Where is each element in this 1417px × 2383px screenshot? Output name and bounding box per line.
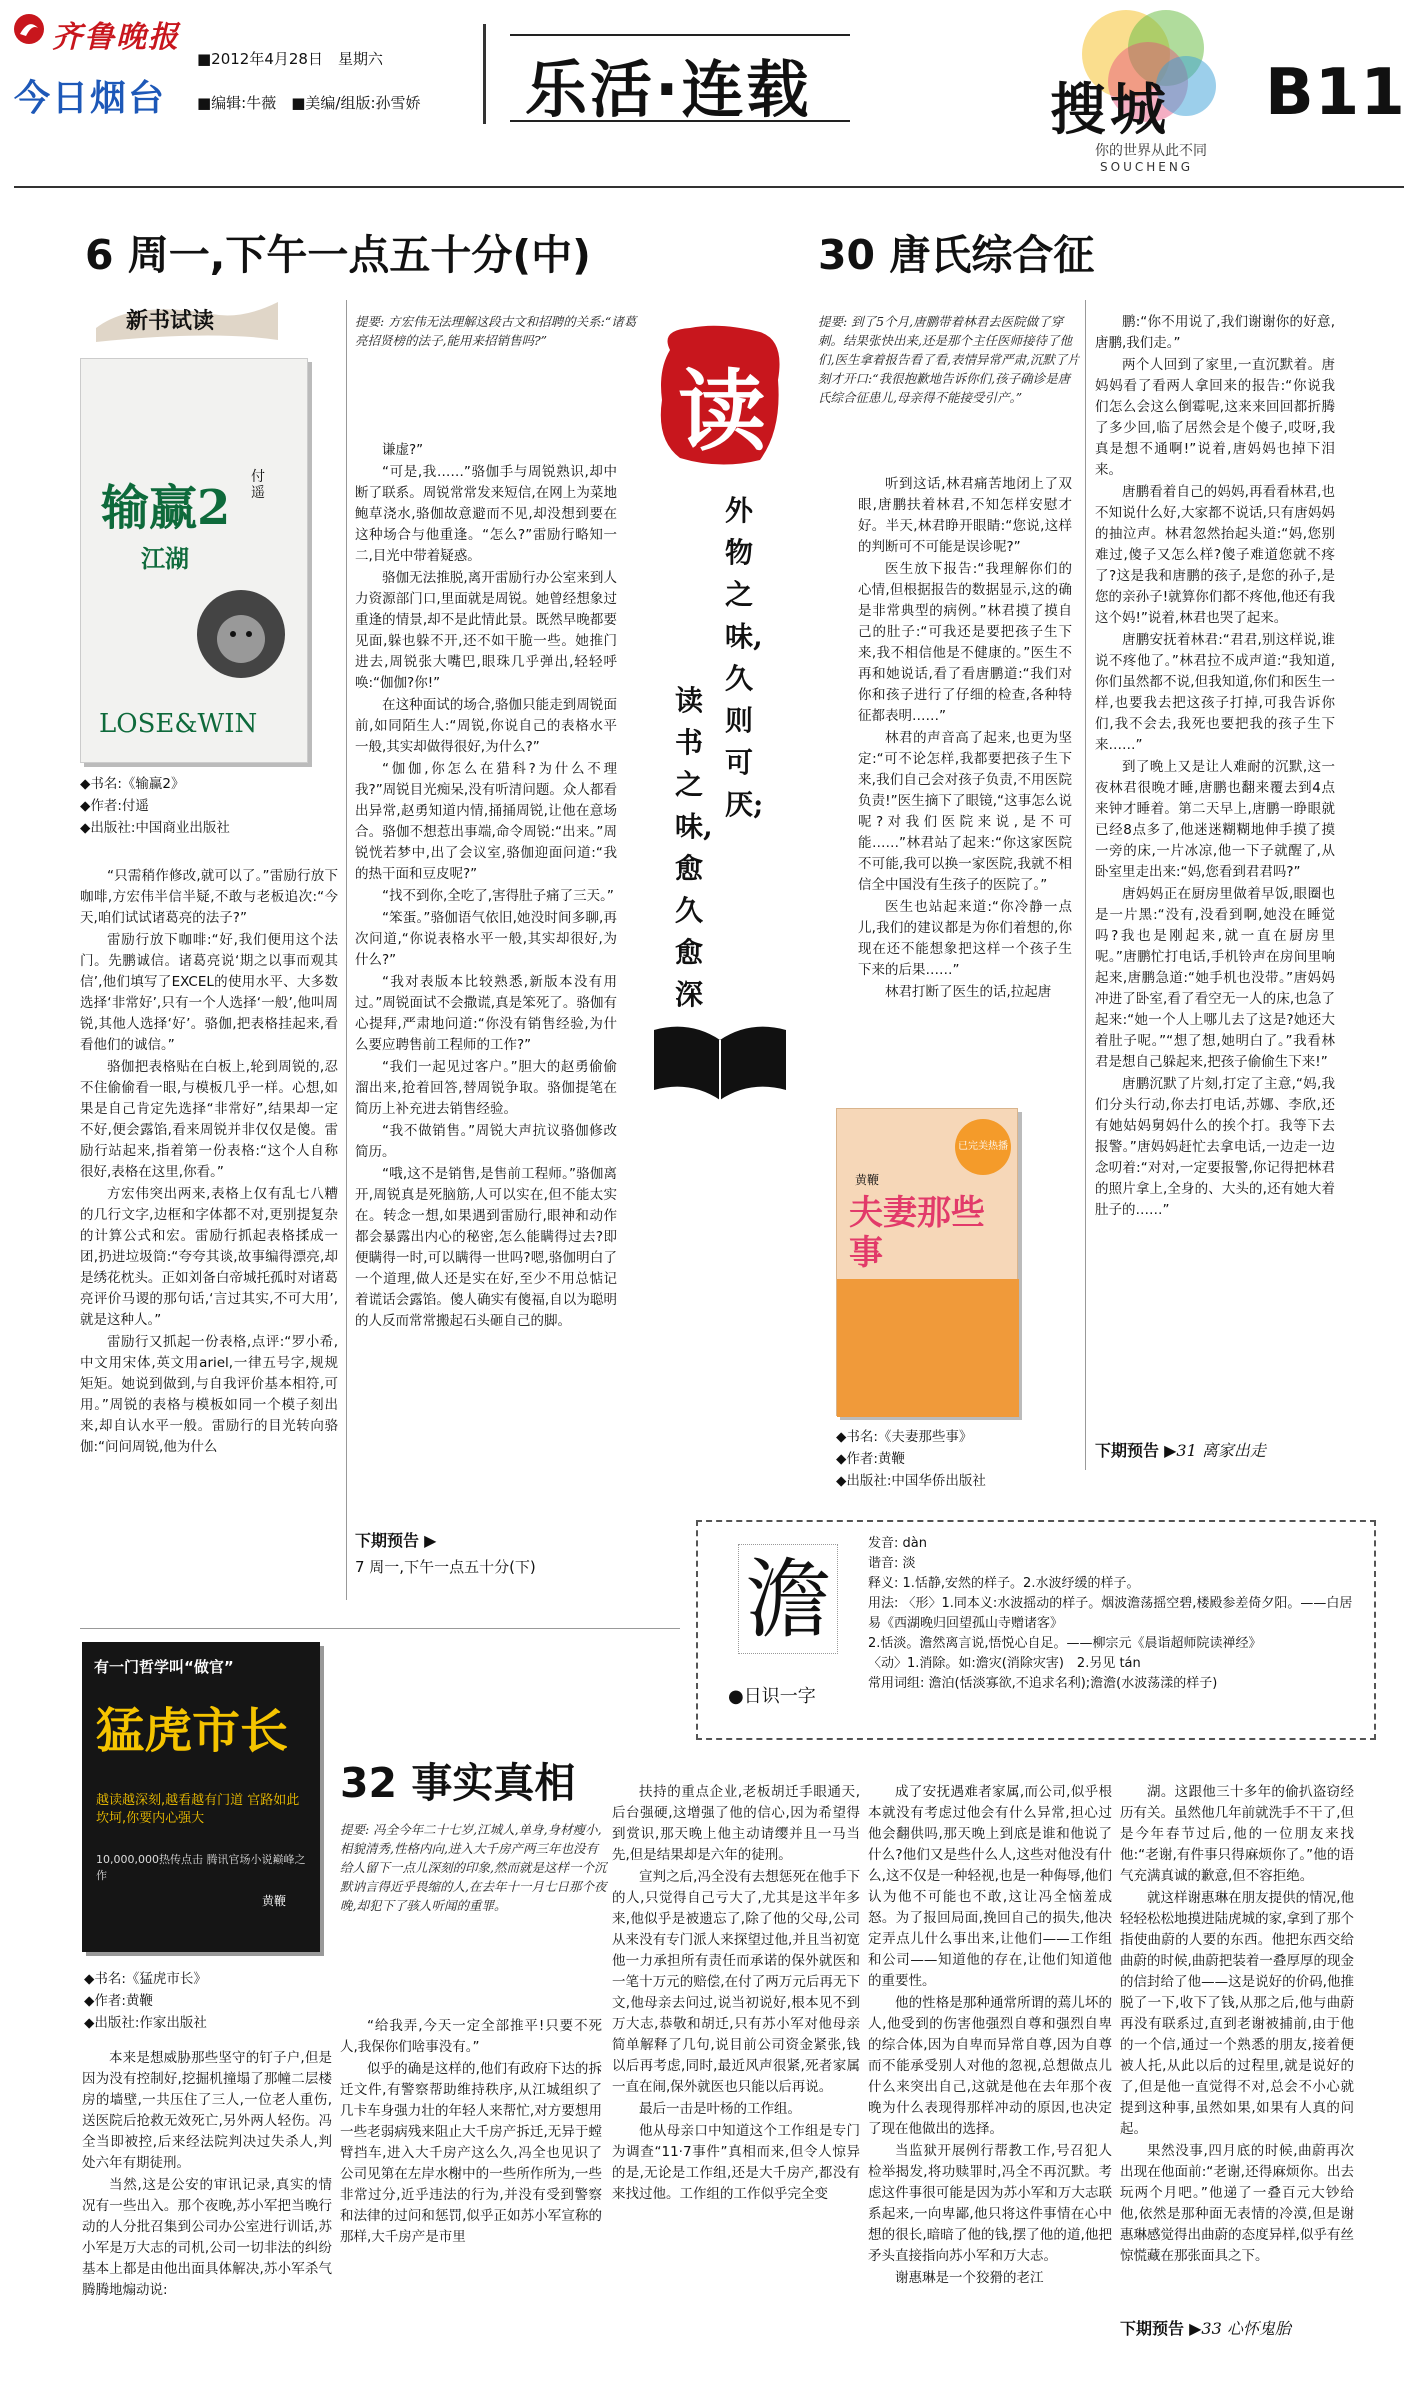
word-char: 澹 (738, 1544, 838, 1654)
book2-name: ◆书名:《夫妻那些事》 (836, 1429, 973, 1445)
paragraph: 本来是想威胁那些坚守的钉子户,但是因为没有控制好,挖掘机撞塌了那幢二层楼房的墙壁,一共压住了三人,一位老人重伤,送医院后抢救无效死亡,另外两人轻伤。冯全当即被控,后来经法院判决过失杀人,判处六年有期徒刑。 (82, 2050, 332, 2171)
header-divider (483, 24, 486, 124)
word-line: 谐音: 淡 (868, 1556, 916, 1571)
paragraph: “伽伽,你怎么在猎科?为什么不理我?”周锐目光痴呆,没有听清问题。众人都看出异常,赵勇知道内情,捅捅周锐,让他在意场合。骆伽不想惹出事端,命令周锐:“出来。”周锐恍若梦中,出了会议室,骆伽迎面问道:“我的热干面和豆皮呢?” (355, 761, 617, 882)
article1-next-preview (355, 1530, 436, 1552)
brand-en: SOUCHENG (1100, 160, 1194, 174)
article2-col2 (1095, 312, 1335, 1437)
paragraph: 唐鹏沉默了片刻,打定了主意,“妈,我们分头行动,你去打电话,苏娜、李欣,还有她姑妈舅妈什么的挨个打。我等下去报警。”唐妈妈赶忙去拿电话,一边走一边念叨着:“对对,一定要报警,你记得把林君的照片拿上,全身的、大头的,还有她大着肚子的……” (1095, 1076, 1335, 1218)
paragraph: 似乎的确是这样的,他们有政府下达的拆迁文件,有警察帮助维持秩序,从江城组织了几卡车身强力壮的年轻人来帮忙,对方要想用一些老弱病残来阻止大千房产拆迁,无异于螳臂挡车,进入大千房产这么久,冯全也见识了公司见第在左岸水榭中的一些所作所为,一些非常过分,近乎违法的行为,并没有受到警察和法律的过问和惩罚,似乎正如苏小军宣称的那样,大千房产是市里 (340, 2061, 602, 2245)
next-value: 33 心怀鬼胎 (1201, 2319, 1291, 2338)
paragraph: 雷励行又抓起一份表格,点评:“罗小希,中文用宋体,英文用ariel,一律五号字,规规矩矩。她说到做到,与自我评价基本相符,可用。”周锐的表格与模板如同一个模子刻出来,却自认水平一般。雷励行的目光转向骆伽:“问问周锐,他为什么 (80, 1334, 338, 1455)
paragraph: 方宏伟突出两来,表格上仅有乱七八糟的几行文字,边框和字体都不对,更别提复杂的计算公式和宏。雷励行抓起表格揉成一团,扔进垃圾筒:“夸夸其谈,故事编得漂亮,却是绣花枕头。正如刘备白帝城托孤时对诸葛亮评价马谡的那句话,‘言过其实,不可大用’,就是这种人。” (80, 1186, 338, 1328)
word-line: 发音: dàn (868, 1536, 927, 1551)
paragraph: 骆伽把表格贴在白板上,轮到周锐的,忍不住偷偷看一眼,与模板几乎一样。心想,如果是自己肯定先选择“非常好”,结果却一定不好,便会露馅,看来周锐并非仅仅是傻。雷励行站起来,指着第一份表格:“这个人自称很好,表格在这里,你看。” (80, 1059, 338, 1180)
paragraph: 听到这话,林君痛苦地闭上了双眼,唐鹏扶着林君,不知怎样安慰才好。半天,林君睁开眼睛:“您说,这样的判断可不可能是误诊呢?” (858, 476, 1072, 555)
paragraph: 就这样谢惠琳在朋友提供的情况,他轻轻松松地摸进陆虎城的家,拿到了那个指使曲蔚的人要的东西。他把东西交给曲蔚的时候,曲蔚把装着一叠厚厚的现金的信封给了他——这是说好的价码,他推脱了一下,收下了钱,从那之后,他与曲蔚再没有联系过,直到老谢被捕前,由于他的一个信,通过一个熟悉的朋友,接着便被人托,从此以后的过程里,就是说好的了,但是他一直觉得不对,总会不小心就提到这种事,虽然如果,如果有人真的问起。 (1120, 1890, 1354, 2137)
article3-title: 32 事实真相 (340, 1759, 576, 1807)
cover3-title: 猛虎市长 (96, 1703, 289, 1759)
word-label (728, 1682, 816, 1708)
word-line: 释义: 1.恬静,安然的样子。2.水波纾缓的样子。 (868, 1576, 1140, 1591)
article2-lead: 提要: 到了5个月,唐鹏带着林君去医院做了穿刺。结果张快出来,还是那个主任医师接待了他们,医生拿着报告看了看,表情异常严肃,沉默了片刻才开口:“我很抱歉地告诉你们,孩子确诊是唐氏综合征患儿,母亲得不能接受引产。” (818, 314, 1080, 405)
book2-publisher: ◆出版社:中国华侨出版社 (836, 1473, 986, 1489)
paragraph: 在这种面试的场合,骆伽只能走到周锐面前,如同陌生人:“周锐,你说自己的表格水平一般,其实却做得很好,为什么?” (355, 697, 617, 755)
paragraph: 他从母亲口中知道这个工作组是专门为调查“11·7事件”真相而来,但令人惊异的是,无论是工作组,还是大千房产,都没有来找过他。工作组的工作似乎完全变 (612, 2123, 860, 2202)
paragraph: “我不做销售。”周锐大声抗议骆伽修改简历。 (355, 1123, 617, 1160)
cover2-band (837, 1279, 1019, 1417)
next-label: 下期预告 (355, 1531, 420, 1550)
book1-meta (80, 773, 340, 839)
article3-col1 (82, 2048, 332, 2348)
paragraph: 唐妈妈正在厨房里做着早饭,眼圈也是一片黑:“没有,没看到啊,她没在睡觉吗?我也是刚起来,就一直在厨房里呢。”唐鹏忙打电话,手机铃声在房间里响起来,唐鹏急道:“她手机也没带。”唐妈妈冲进了卧室,看了看空无一人的床,也急了起来:“她一个人上哪儿去了这是?她还大着肚子呢。”“想了想,她明白了。”我看林君是想自己躲起来,把孩子偷偷生下来!” (1095, 886, 1335, 1070)
edition-name: 今日烟台 (14, 78, 167, 119)
header-rule (14, 186, 1404, 188)
paragraph: 两个人回到了家里,一直沉默着。唐妈妈看了看两人拿回来的报告:“你说我们怎么会这么倒霉呢,这来来回回都折腾了多少回,临了居然会是个傻子,哎呀,我真是想不通啊!”说着,唐妈妈也掉下泪来。 (1095, 357, 1335, 478)
paragraph: 林君打断了医生的话,拉起唐 (885, 984, 1052, 1000)
section-box (510, 34, 850, 122)
section-name: 乐活·连载 (525, 53, 812, 126)
paragraph: 鹏:“你不用说了,我们谢谢你的好意,唐鹏,我们走。” (1095, 314, 1335, 351)
paragraph: 当监狱开展例行帮教工作,号召犯人检举揭发,将功赎罪时,冯全不再沉默。考虑这件事很可能是因为苏小军和万大志联系起来,一向卑鄙,他只将这件事情在心中想的很长,暗暗了他的钱,摆了他的道,他把矛头直接指向苏小军和万大志。 (868, 2143, 1112, 2264)
article3-col3 (612, 1782, 860, 2352)
paragraph: 他的性格是那种通常所谓的蔫儿坏的人,他受到的伤害他强烈自尊和强烈自卑的综合体,因为自卑而异常自尊,因为自尊而不能承受别人对他的忽视,总想做点儿什么来突出自己,这就是他在去年那个夜晚为什么表现得那样冲动的原因,也决定了现在他做出的选择。 (868, 1995, 1112, 2137)
cover3-author: 黄鞭 (262, 1894, 287, 1908)
word-line: 2.恬淡。澹然离言说,悟悦心自足。——柳宗元《晨诣超师院读禅经》 (868, 1636, 1262, 1651)
seal-verse-line: 外物之味,久则可厌; (725, 494, 764, 821)
article1-title: 6 周一,下午一点五十分(中) (85, 231, 591, 279)
book3-author: ◆作者:黄鞭 (84, 1993, 153, 2009)
paragraph: 宣判之后,冯全没有去想惩死在他手下的人,只觉得自己亏大了,尤其是这半年多来,他似乎是被遗忘了,除了他的父母,公司从来没有专门派人来探望过他,并且当初宽他一力承担所有责任而承诺的保外就医和一笔十万元的赔偿,在付了两万元后再无下文,他母亲去问过,说当初说好,根本见不到万大志,恭敬和胡迁,只有苏小军对他母亲简单解释了几句,说目前公司资金紧张,钱以后再考虑,同时,最近风声很紧,死者家属一直在闹,保外就医也只能以后再说。 (612, 1869, 860, 2095)
cover2-title: 夫妻那些事 (849, 1193, 985, 1273)
word-line: 〈动〉1.消除。如:澹灾(消除灾害) 2.另见 tán (868, 1656, 1141, 1671)
seal-char: 读 (678, 359, 767, 463)
word-line: 用法: 〈形〉1.同本义:水波摇动的样子。烟波澹荡摇空碧,楼殿参差倚夕阳。——白居易《西湖晚归回望孤山寺赠诸客》 (868, 1596, 1353, 1631)
article2-col-rule (1085, 300, 1086, 1470)
circle-icon: ● (728, 1686, 744, 1707)
word-label-text: 日识一字 (743, 1686, 816, 1707)
paragraph: “找不到你,全吃了,害得肚子痛了三天。” (382, 888, 614, 904)
article3-lead: 提要: 冯全今年二十七岁,江城人,单身,身材瘦小,相貌清秀,性格内向,进入大千房产两三年也没有给人留下一点儿深刻的印象,然而就是这样一个沉默讷言得近乎畏缩的人,在去年十一月七日那个夜晚,却犯下了骇人听闻的重罪。 (340, 1822, 607, 1913)
book3-meta (84, 1968, 334, 2034)
reading-seal (650, 320, 790, 470)
word-of-day-box (696, 1520, 1376, 1740)
paragraph: 最后一击是叶杨的工作组。 (639, 2101, 801, 2117)
paragraph: 扶持的重点企业,老板胡迁手眼通天,后台强硬,这增强了他的信心,因为希望得到赏识,那天晚上他主动请缨并且一马当先,但是结果却是六年的徒刑。 (612, 1784, 860, 1863)
paragraph: 医生也站起来道:“你冷静一点儿,我们的建议都是为你们着想的,你现在还不能想象把这样一个孩子生下来的后果……” (858, 899, 1072, 978)
paragraph: 到了晚上又是让人难耐的沉默,这一夜林君很晚才睡,唐鹏也翻来覆去到4点来钟才睡着。第二天早上,唐鹏一睁眼就已经8点多了,他迷迷糊糊地伸手摸了摸一旁的床,一片冰凉,他一下子就醒了,从卧室里走出来:“妈,您看到君君吗?” (1095, 759, 1335, 880)
next-value: 31 离家出走 (1176, 1441, 1266, 1460)
cover1-title: 输赢2 (101, 480, 231, 536)
paragraph: 骆伽无法推脱,离开雷励行办公室来到人力资源部门口,里面就是周锐。她曾经想象过重逢的情景,却不是此情此景。既然早晚都要见面,躲也躲不开,还不如干脆一些。她推门进去,周锐张大嘴巴,眼珠几乎弹出,轻轻呼唤:“伽伽?你!” (355, 570, 617, 691)
article3-next-preview (1120, 2318, 1291, 2340)
next-label: 下期预告 (1120, 2319, 1185, 2338)
paragraph: “我对表版本比较熟悉,新版本没有用过。”周锐面试不会撒谎,真是笨死了。骆伽有心提拜,严肃地问道:“你没有销售经验,为什么要应聘售前工程师的工作?” (355, 974, 617, 1053)
brand-name: 搜城 (1050, 78, 1170, 143)
book3-name: ◆书名:《猛虎市长》 (84, 1971, 207, 1987)
new-book-tag-label: 新书试读 (126, 309, 215, 334)
cover3-top: 有一门哲学叫“做官” (94, 1658, 234, 1676)
cover1-subtitle: 江湖 (141, 545, 189, 573)
paragraph: 唐鹏看着自己的妈妈,再看看林君,也不知说什么好,大家都不说话,只有唐妈妈的抽泣声。林君忽然抬起头道:“妈,您别难过,傻子又怎么样?傻子难道您就不疼了?这是我和唐鹏的孩子,是您的孙子,是您的亲孙子!就算你们都不疼他,他还有我这个妈!”说着,林君也哭了起来。 (1095, 484, 1335, 626)
paragraph: 果然没事,四月底的时候,曲蔚再次出现在他面前:“老谢,还得麻烦你。出去玩两个月吧。”他递了一叠百元大钞给他,依然是那种面无表情的冷漠,但是谢惠琳感觉得出曲蔚的态度异样,似乎有丝惊慌藏在那张面具之下。 (1120, 2143, 1354, 2264)
page-number: B11 (1265, 56, 1406, 130)
paragraph: 当然,这是公安的审讯记录,真实的情况有一些出入。那个夜晚,苏小军把当晚行动的人分批召集到公司办公室进行训话,苏小军是万大志的司机,公司一切非法的纠纷基本上都是由他出面具体解决,苏小军杀气腾腾地煽动说: (82, 2177, 332, 2298)
book2-author: ◆作者:黄鞭 (836, 1451, 905, 1467)
open-book-icon (650, 1020, 790, 1110)
lion-icon (191, 579, 291, 699)
masthead (0, 0, 1417, 174)
paragraph: “我们一起见过客户。”胆大的赵勇偷偷溜出来,抢着回答,替周锐争取。骆伽提笔在简历上补充进去销售经验。 (355, 1059, 617, 1117)
paragraph: 谦虚?” (382, 442, 424, 458)
book-cover-1 (80, 358, 308, 763)
triangle-right-icon: ▶ (1159, 1441, 1177, 1460)
article1-col2 (355, 440, 617, 1526)
article3-col4 (868, 1782, 1112, 2352)
article1-col-rule (346, 300, 347, 1600)
book2-meta (836, 1426, 1076, 1492)
word-definitions (868, 1534, 1358, 1694)
editor-line: ■编辑:牛薇 ■美编/组版:孙雪娇 (197, 94, 421, 112)
article3-col2 (340, 2016, 602, 2352)
article2-col1 (858, 474, 1072, 1092)
article1-col1 (80, 866, 338, 1596)
triangle-right-icon: ▶ (1184, 2319, 1202, 2338)
seal-verse-line: 读书之味,愈久愈深 (675, 684, 713, 1011)
article1-next-value: 7 周一,下午一点五十分(下) (355, 1558, 536, 1576)
book-cover-2 (836, 1108, 1018, 1416)
cover2-author: 黄鞭 (855, 1173, 880, 1187)
book-cover-3 (82, 1642, 320, 1952)
paragraph: “只需稍作修改,就可以了。”雷励行放下咖啡,方宏伟半信半疑,不敢与老板追次:“今天,咱们试试诸葛亮的法子?” (80, 868, 338, 926)
book1-publisher: ◆出版社:中国商业出版社 (80, 820, 230, 836)
book3-publisher: ◆出版社:作家出版社 (84, 2015, 207, 2031)
paragraph: “笨蛋。”骆伽语气依旧,她没时间多聊,再次问道,“你说表格水平一般,其实却很好,为什么?” (355, 910, 617, 968)
triangle-right-icon: ▶ (419, 1531, 437, 1550)
cover3-tagline: 越读越深刻,越看越有门道 官路如此坎坷,你要内心强大 (96, 1793, 300, 1826)
paper-name: 齐鲁晚报 (52, 20, 180, 55)
paragraph: “哦,这不是销售,是售前工程师。”骆伽离开,周锐真是死脑筋,人可以实在,但不能太实在。转念一想,如果遇到雷励行,眼神和动作都会暴露出内心的秘密,怎么能瞒得过去?即便瞒得一时,可以瞒得一世吗?嗯,骆伽明白了一个道理,做人还是实在好,至少不用总惦记着谎话会露馅。傻人确实有傻福,自以为聪明的人反而常常搬起石头砸自己的脚。 (355, 1166, 617, 1329)
article3-col5 (1120, 1782, 1354, 2302)
cover2-badge-text: 已完美热播 (958, 1141, 1008, 1152)
brand-slogan: 你的世界从此不同 (1095, 143, 1207, 159)
paragraph: 湖。这跟他三十多年的偷扒盗窃经历有关。虽然他几年前就洗手不干了,但是今年春节过后,他的一位朋友来找他:“老谢,有件事只得麻烦你了。”他的语气充满真诚的歉意,但不容拒绝。 (1120, 1784, 1354, 1884)
next-label: 下期预告 (1095, 1441, 1160, 1460)
article1-lead: 提要: 方宏伟无法理解这段古文和招聘的关系:“诸葛亮招贤榜的法子,能用来招销售吗?” (355, 314, 637, 348)
paragraph: 谢惠琳是一个狡猾的老江 (895, 2270, 1044, 2286)
paragraph: 医生放下报告:“我理解你们的心情,但根据报告的数据显示,这的确是非常典型的病例。”林君摸了摸自己的肚子:“可我还是要把孩子生下来,我不相信他是不健康的。”医生不再和她说话,看了看唐鹏道:“我们对你和孩子进行了仔细的检查,各种特征都表明……” (858, 561, 1072, 724)
paper-logo-icon (14, 14, 44, 44)
word-line: 常用词组: 澹泊(恬淡寡欲,不追求名利);澹澹(水波荡漾的样子) (868, 1676, 1218, 1691)
new-book-tag (92, 290, 282, 346)
article2-title: 30 唐氏综合征 (818, 231, 1095, 279)
paragraph: 雷励行放下咖啡:“好,我们便用这个法门。先鹏诚信。诸葛亮说‘期之以事而观其信’,他们填写了EXCEL的使用水平、大多数选择‘非常好’,只有一个人选择‘一般’,他叫周锐,其他人选择‘好’。骆伽,把表格挂起来,看看他们的诚信。” (80, 932, 338, 1053)
article2-next-preview (1095, 1440, 1266, 1462)
paragraph: “可是,我……”骆伽手与周锐熟识,却中断了联系。周锐常常发来短信,在网上为菜地鲍草浇水,骆伽故意避而不见,却没想到要在这种场合与他重逢。“怎么?”雷励行略知一二,目光中带着疑惑。 (355, 464, 617, 564)
article3-rule (80, 1628, 680, 1629)
paragraph: “给我弄,今天一定全部推平!只要不死人,我保你们啥事没有。” (340, 2018, 602, 2055)
book1-name: ◆书名:《输赢2》 (80, 776, 185, 792)
paragraph: 成了安抚遇难者家属,而公司,似乎根本就没有考虑过他会有什么异常,担心过他会翻供吗,那天晚上到底是谁和他说了什么?他们又是些什么人,这些对他没有什么,这不仅是一种轻视,也是一种侮辱,他们认为他不可能也不敢,这让冯全恼羞成怒。为了报回局面,挽回自己的损失,他决定弄点儿什么事出来,让他们——工作组和公司——知道他的存在,让他们知道他的重要性。 (868, 1784, 1112, 1989)
seal-verse (655, 490, 785, 1011)
cover3-stat: 10,000,000热传点击 腾讯官场小说巅峰之作 (96, 1853, 306, 1882)
book1-author: ◆作者:付遥 (80, 798, 149, 814)
date-line: ■2012年4月28日 星期六 (197, 50, 383, 68)
paragraph: 林君的声音高了起来,也更为坚定:“可不论怎样,我都要把孩子生下来,我们自己会对孩子负责,不用医院负责!”医生摘下了眼镜,“这事怎么说呢?对我们医院来说,是不可能……”林君站了起来:“你这家医院不可能,我可以换一家医院,我就不相信全中国没有生孩子的医院了。” (858, 730, 1072, 893)
cover1-en: LOSE&WIN (99, 709, 258, 739)
cover1-author: 付遥 (251, 469, 265, 501)
paragraph: 唐鹏安抚着林君:“君君,别这样说,谁说不疼他了。”林君拉不成声道:“我知道,你们虽然都不说,但我知道,你们和医生一样,也要我去把这孩子打掉,可我告诉你们,我不会去,我死也要把我的孩子生下来……” (1095, 632, 1335, 753)
